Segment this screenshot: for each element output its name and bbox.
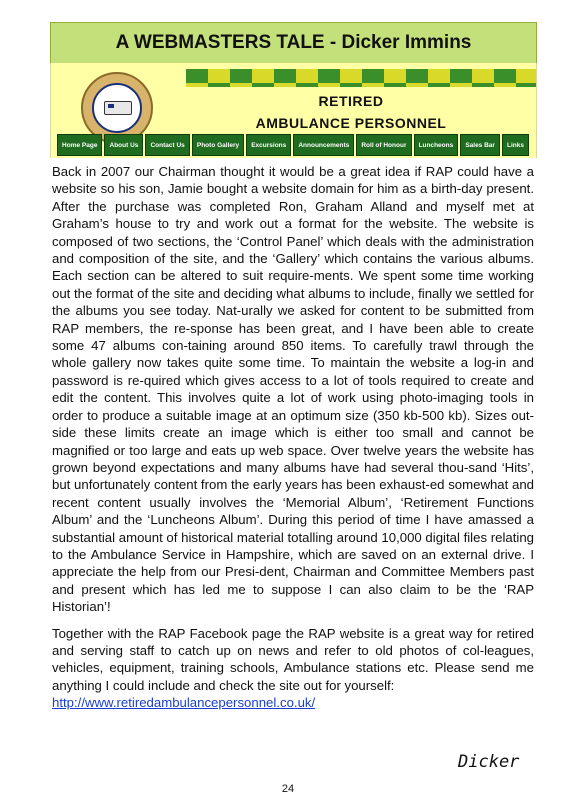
nav-photo-gallery: Photo Gallery xyxy=(192,134,244,156)
author-signature: Dicker xyxy=(458,752,520,772)
banner-line-1: RETIRED xyxy=(318,93,384,109)
paragraph-2-text: Together with the RAP Facebook page the RAP website is a great way for retired and serving staff to catch up on news and refer to old photos of col-leagues, vehicles, equipment, training schools, Ambulance stations etc. Please send me anything I could include and check the site out for yourself: xyxy=(52,625,534,693)
website-nav-bar xyxy=(57,134,529,156)
nav-contact-us: Contact Us xyxy=(145,134,189,156)
nav-roll-of-honour: Roll of Honour xyxy=(356,134,411,156)
nav-announcements: Announcements xyxy=(293,134,354,156)
page-number: 24 xyxy=(281,783,295,795)
paragraph-1: Back in 2007 our Chairman thought it would be a great idea if RAP could have a website so his son, Jamie bought a website domain for him as a birth-day present. After the purchase was completed Ron, Graham Alland and myself met at Graham’s house to try and work out a format for the website. The website is composed of two sections, the ‘Control Panel’ which deals with the administration and composition of the site, and the ‘Gallery’ which contains the various albums. Each section can be altered to suit require-ments. We spent some time working out the format of the site and deciding what albums to include, finally we settled for the albums you see today. Nat-urally we asked for content to be submitted from RAP members, the re-sponse has been great, and I have been able to create some 47 albums con-taining around 850 items. To carefully trawl through the whole gallery now takes quite some time. To maintain the website a log-in and password is re-quired which gives access to a lot of tools required to create and edit the content. This involves quite a lot of work using photo-imaging tools in order to produce a suitable image at an optimum size (350 kb-500 kb). Sizes out-side these limits create an image which is either too small and cannot be magnified or too large and eats up web space. Over twelve years the website has grown beyond expectations and many albums have had several thou-sand ‘Hits’, but unfortunately content from the early years has been exhaust-ed somewhat and recent content usually involves the ‘Memorial Album’, ‘Retirement Functions Album’ and the ‘Luncheons Album’. During this period of time I have amassed a substantial amount of historical material totalling around 10,000 digital files relating to the Ambulance Service in Hampshire, which are saved on an external drive. I appreciate the help from our Presi-dent, Chairman and Committee Members past and present which has led me to suppose I can also claim to be the ‘RAP Historian’! xyxy=(52,164,534,615)
nav-about-us: About Us xyxy=(104,134,143,156)
battenburg-stripe-lower xyxy=(186,83,536,87)
nav-sales-bar: Sales Bar xyxy=(460,134,500,156)
nav-home-page: Home Page xyxy=(57,134,102,156)
nav-links: Links xyxy=(502,134,529,156)
article-body xyxy=(52,163,534,721)
ambulance-icon xyxy=(104,101,132,115)
article-title: A WEBMASTERS TALE - Dicker Immins xyxy=(50,22,537,64)
logo-center xyxy=(92,83,142,133)
website-link[interactable]: http://www.retiredambulancepersonnel.co.uk/ xyxy=(52,695,316,711)
nav-excursions: Excursions xyxy=(246,134,291,156)
banner-line-2: AMBULANCE PERSONNEL xyxy=(255,115,447,131)
paragraph-2 xyxy=(52,625,534,712)
battenburg-stripe xyxy=(186,69,536,83)
nav-luncheons: Luncheons xyxy=(414,134,459,156)
